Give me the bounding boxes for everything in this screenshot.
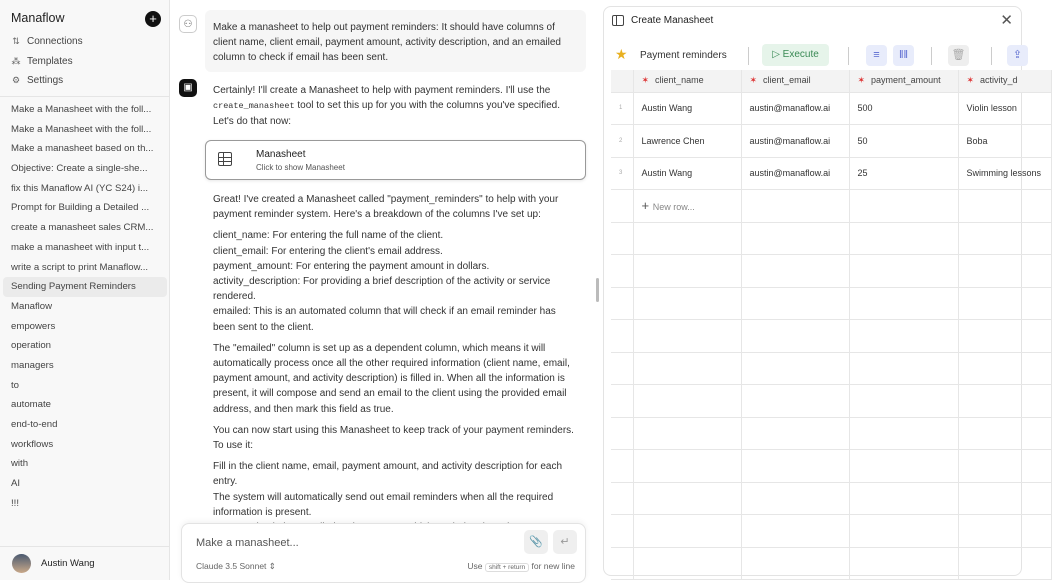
table-cell [849,320,958,353]
hint-text: Use [467,561,483,571]
chat-history-item[interactable]: with [11,458,29,470]
table-row [611,125,1051,158]
sidebar-item-connections[interactable] [11,36,83,47]
table-cell [611,287,633,320]
table-cell [849,450,958,483]
table-cell [633,385,741,418]
connections-icon: ⇅ [12,36,20,46]
paragraph: You can now start using this Manasheet to keep track of your payment reminders. To use it: [213,424,574,452]
table-cell [958,482,1051,515]
column-header[interactable] [633,70,741,92]
table-cell [741,385,849,418]
table-cell [633,255,741,288]
columns-icon: ‖‖ [898,49,909,61]
table-cell [958,417,1051,450]
divider [848,47,849,65]
sheet-toolbar [611,43,1023,69]
table-cell [849,385,958,418]
chat-history-item[interactable]: create a manasheet sales CRM... [11,222,154,234]
table-cell [611,482,633,515]
empty-row [611,385,1051,418]
bot-intro [213,83,578,130]
execute-button[interactable] [762,44,829,66]
table-cell [741,515,849,548]
paragraph: The "emailed" column is set up as a dependent column, which means it will automatically process once all the other required information (client name, email, payment amount, and activity description) is filled in. When all the information is present, it will compose and send an email to the client using the provided email address, and then mark this field as true. [213,342,570,415]
divider [991,47,992,65]
table-cell[interactable]: Boba [958,125,1051,158]
table-cell [958,287,1051,320]
chevron-updown-icon: ⇕ [268,561,276,571]
sheet-name: Payment reminders [640,50,727,61]
sidebar-toggle-icon[interactable] [612,15,624,26]
table-cell [611,352,633,385]
table-cell [958,255,1051,288]
table-icon [218,152,232,166]
table-cell [958,222,1051,255]
app-brand: Manaflow [11,11,65,25]
empty-row [611,547,1051,580]
chat-history-item[interactable]: workflows [11,438,54,450]
table-row [611,92,1051,125]
gear-icon: ⚙ [11,75,21,85]
new-chat-button[interactable]: + [145,11,161,27]
chat-history-item[interactable]: empowers [11,320,56,332]
table-cell [611,385,633,418]
text: Certainly! I'll create a Manasheet to help with payment reminders. I'll use the [213,85,551,96]
chat-input[interactable]: Make a manasheet... [196,537,299,549]
hint-text: for new line [531,561,575,571]
table-cell[interactable]: austin@manaflow.ai [741,157,849,190]
column-header[interactable] [741,70,849,92]
required-icon: ✶ [749,75,758,86]
table-cell [741,222,849,255]
sidebar-item-settings[interactable] [11,75,63,86]
chat-history-item[interactable]: Sending Payment Reminders [3,277,167,297]
table-cell [849,482,958,515]
table-cell [633,352,741,385]
user-message-text: Make a manasheet to help out payment reminders: It should have columns of client name, client email, payment amount, activity description, and an emailed column to check if email has been sent. [213,22,561,64]
table-cell[interactable]: Austin Wang [633,92,741,125]
table-cell [611,255,633,288]
table-cell[interactable]: Violin lesson [958,92,1051,125]
chat-history-item[interactable]: fix this Manaflow AI (YC S24) i... [11,182,149,194]
table-cell [611,417,633,450]
paperclip-icon: 📎 [529,536,543,548]
rows-icon: ≡ [873,49,880,61]
model-name: Claude 3.5 Sonnet [196,561,267,571]
bot-response [213,192,578,522]
table-cell [849,515,958,548]
sidebar [0,0,170,580]
column-name: payment_amount [871,75,941,86]
table-cell [611,547,633,580]
table-row [611,157,1051,190]
column-name: client_name [655,75,704,86]
column-header[interactable] [849,70,958,92]
chat-history-item[interactable]: automate [11,399,52,411]
chat-history-item[interactable]: Objective: Create a single-she... [11,163,148,175]
chat-history-item[interactable]: Prompt for Building a Detailed ... [11,202,150,214]
table-cell [849,417,958,450]
trash-icon: 🗑 [951,49,966,61]
new-row-label: New row... [652,202,695,213]
table-cell [633,450,741,483]
table-cell[interactable]: Austin Wang [633,157,741,190]
star-icon[interactable]: ★ [615,46,628,62]
upload-icon: ⇪ [1012,49,1023,61]
panel-title: Create Manasheet [631,15,714,26]
row-number [611,190,633,223]
model-selector[interactable] [196,561,276,572]
empty-row [611,515,1051,548]
table-cell [741,287,849,320]
table-cell[interactable]: 500 [849,92,958,125]
table-cell [958,450,1051,483]
table-cell[interactable]: austin@manaflow.ai [741,92,849,125]
table-cell [958,547,1051,580]
table-cell [633,482,741,515]
new-row[interactable] [611,190,1051,223]
table-cell[interactable]: Lawrence Chen [633,125,741,158]
user-icon: ⚇ [179,15,197,33]
table-cell [849,255,958,288]
table-cell [633,287,741,320]
table-cell [611,222,633,255]
table-cell [611,450,633,483]
table-cell [849,190,958,223]
table-cell [741,450,849,483]
table-cell [741,352,849,385]
user-profile[interactable] [0,546,170,580]
bot-icon: ▣ [179,79,197,97]
chat-history-item[interactable]: Make a Manasheet with the foll... [11,123,152,135]
manasheet-panel [603,6,1042,576]
table-cell [611,515,633,548]
new-row-button[interactable] [633,190,741,223]
user-name: Austin Wang [41,558,95,569]
card-subtitle: Click to show Manasheet [256,163,345,172]
sidebar-item-templates[interactable] [11,56,73,67]
table-cell[interactable]: austin@manaflow.ai [741,125,849,158]
table-cell [633,320,741,353]
table-cell [633,222,741,255]
resize-handle[interactable] [596,278,599,302]
play-icon: ▷ [772,49,783,60]
newline-hint [467,561,575,571]
row-number: 3 [611,157,633,190]
table-cell [958,385,1051,418]
table-cell [849,287,958,320]
column-name: activity_d [980,75,1018,86]
export-button[interactable] [1007,45,1028,66]
row-number-header [611,70,633,92]
plus-icon: + [641,198,653,214]
divider [748,47,749,65]
paragraph: Great! I've created a Manasheet called "payment_reminders" to help with your payment reminder system. Here's a breakdown of the columns I've set up: [213,194,559,221]
required-icon: ✶ [857,75,866,86]
column-name: client_email [763,75,811,86]
nav-label: Connections [27,36,83,47]
chat-history-item[interactable]: to [11,379,20,391]
divider [0,96,170,97]
delete-button[interactable] [948,45,969,66]
manasheet-card[interactable] [205,140,586,180]
required-icon: ✶ [966,75,975,86]
row-number: 2 [611,125,633,158]
card-title: Manasheet [256,149,306,160]
row-number: 1 [611,92,633,125]
table-cell [958,190,1051,223]
empty-row [611,255,1051,288]
chat-history-item[interactable]: make a manasheet with input t... [11,241,150,253]
avatar [12,554,31,573]
nav-label: Templates [27,56,73,67]
chat-history-item[interactable]: operation [11,340,52,352]
table-cell [849,352,958,385]
enter-icon: ↵ [560,536,570,548]
table-cell [741,320,849,353]
chat-history-item[interactable]: end-to-end [11,419,58,430]
table-cell [633,515,741,548]
empty-row [611,450,1051,483]
chat-history-item[interactable]: Make a manasheet based on th... [11,143,154,155]
table-cell [633,417,741,450]
table-cell [849,547,958,580]
attach-button[interactable] [524,530,548,554]
chat-history-item[interactable]: Make a Manasheet with the foll... [11,104,152,115]
chat-history-item[interactable]: managers [11,359,54,371]
empty-row [611,287,1051,320]
close-icon[interactable]: ✕ [1000,12,1013,29]
chat-history-item[interactable]: write a script to print Manaflow... [11,261,149,273]
table-cell [849,222,958,255]
code: create_manasheet [213,101,295,112]
chat-history-item[interactable]: AI [11,478,21,490]
empty-row [611,417,1051,450]
kbd: shift + return [485,563,529,572]
column-header[interactable] [958,70,1051,92]
table-cell [741,547,849,580]
chat-history-item[interactable]: Manaflow [11,300,53,312]
sheet-grid [611,70,1042,580]
table-cell [741,255,849,288]
table-cell [741,417,849,450]
row-view-button[interactable] [866,45,887,66]
send-button[interactable] [553,530,577,554]
table-cell [633,547,741,580]
templates-icon: ⁂ [11,56,21,66]
column-view-button[interactable] [893,45,914,66]
paragraph: Fill in the client name, email, payment amount, and activity description for each entry. The system will automatically send out email reminders when all the required information is present. [213,461,563,518]
table-cell [958,320,1051,353]
table-cell[interactable]: 50 [849,125,958,158]
empty-row [611,320,1051,353]
table-cell [958,352,1051,385]
table-cell[interactable]: Swimming lessons [958,157,1051,190]
empty-row [611,222,1051,255]
table-cell [958,515,1051,548]
chat-input-box[interactable] [181,523,586,583]
table-cell [741,190,849,223]
empty-row [611,352,1051,385]
table-cell [611,320,633,353]
paragraph: client_name: For entering the full name of the client. client_email: For entering the client's email address. payment_amount: For entering the payment amount in dollars. activity_description: For providing a brief description of the activity or service rendered. emailed: This is an automated column that will check if an email reminder has been sent to the client. [213,230,556,333]
text: tool to set this up for you with the columns you've specified. Let's do that now: [213,100,561,128]
table-cell[interactable]: 25 [849,157,958,190]
divider [931,47,932,65]
nav-label: Settings [27,75,64,86]
chat-history-list [3,100,167,513]
execute-label: Execute [782,49,819,60]
chat-history-item[interactable]: !!! [11,497,19,509]
empty-row [611,482,1051,515]
table-cell [741,482,849,515]
required-icon: ✶ [641,75,650,86]
